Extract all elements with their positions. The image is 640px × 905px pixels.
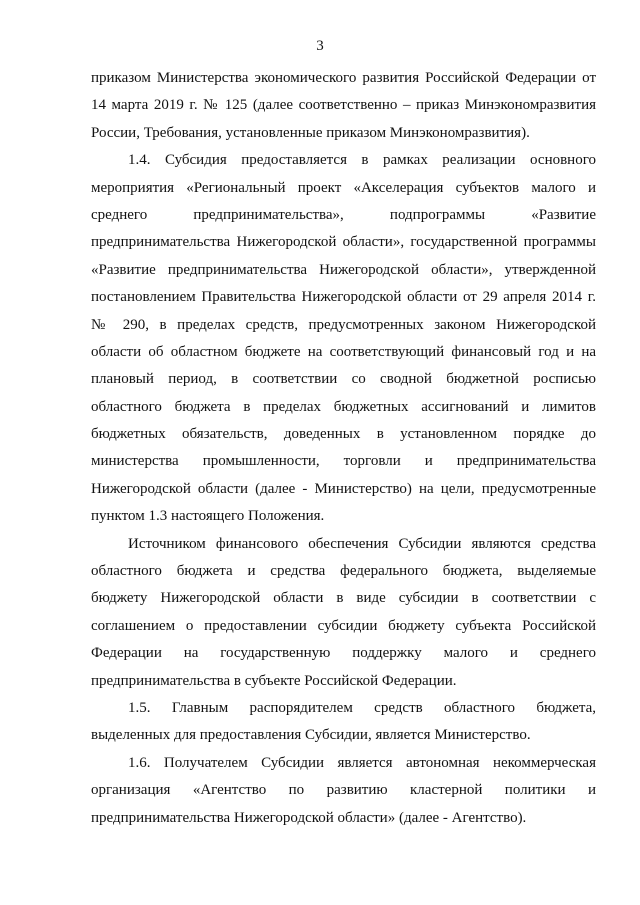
text-line: «Развитие предпринимательства Нижегородской области», утвержденной [91, 261, 596, 278]
text-line: предпринимательства в субъекте Российской Федерации. [91, 672, 457, 689]
text-line: 1.4. Субсидия предоставляется в рамках реализации основного [128, 152, 596, 169]
text-line: 14 марта 2019 г. № 125 (далее соответственно – приказ Минэкономразвития [91, 97, 596, 114]
text-line: среднего предпринимательства», подпрограммы «Развитие [91, 206, 596, 223]
text-line: Нижегородской области (далее - Министерство) на цели, предусмотренные [91, 480, 596, 497]
text-line: Федерации на государственную поддержку малого и среднего [91, 645, 596, 662]
document-body [91, 65, 596, 832]
text-line: приказом Министерства экономического развития Российской Федерации от [91, 70, 596, 86]
text-line: России, Требования, установленные приказом Минэкономразвития). [91, 124, 530, 141]
text-line: выделенных для предоставления Субсидии, является Министерство. [91, 727, 531, 744]
text-line: министерства промышленности, торговли и предпринимательства [91, 453, 596, 470]
text-line: бюджетных обязательств, доведенных в установленном порядке до [91, 426, 596, 443]
text-line: организация «Агентство по развитию кластерной политики и [91, 782, 596, 799]
text-line: мероприятия «Региональный проект «Акселерация субъектов малого и [91, 179, 596, 196]
text-line: 1.6. Получателем Субсидии является автономная некоммерческая [128, 754, 596, 771]
text-line: пунктом 1.3 настоящего Положения. [91, 508, 325, 525]
text-line: предпринимательства Нижегородской области», государственной программы [91, 234, 596, 251]
text-line: предпринимательства Нижегородской области» (далее - Агентство). [91, 809, 527, 826]
text-line: областного бюджета и средства федерального бюджета, выделяемые [91, 563, 596, 580]
text-line: областного бюджета в пределах бюджетных ассигнований и лимитов [91, 398, 596, 415]
text-line: соглашением о предоставлении субсидии бюджету субъекта Российской [91, 617, 596, 634]
page-number: 3 [316, 38, 324, 54]
text-line: бюджету Нижегородской области в виде субсидии в соответствии с [91, 590, 596, 607]
text-line: № 290, в пределах средств, предусмотренных законом Нижегородской [91, 316, 596, 333]
text-line: области об областном бюджете на соответствующий финансовый год и на [91, 343, 596, 360]
text-line: 1.5. Главным распорядителем средств областного бюджета, [128, 699, 596, 716]
text-line: Источником финансового обеспечения Субсидии являются средства [128, 535, 596, 552]
text-line: плановый период, в соответствии со сводной бюджетной росписью [91, 371, 596, 388]
text-line: постановлением Правительства Нижегородской области от 29 апреля 2014 г. [91, 289, 596, 306]
